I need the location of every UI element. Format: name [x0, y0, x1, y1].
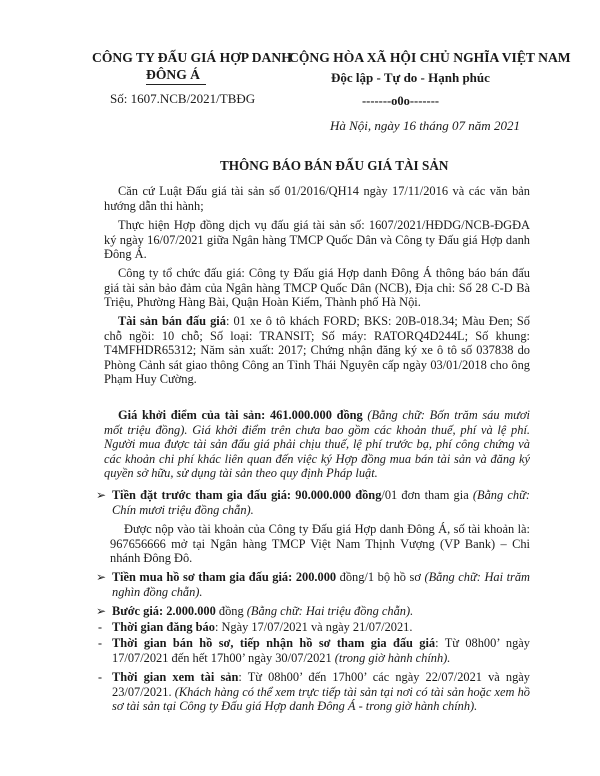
viewing-time-text: : Từ 08h00’ đến 17h00’ các ngày 22/07/2021 và ngày 23/07/2021.: [112, 670, 531, 699]
dossier-time-label: Thời gian bán hồ sơ, tiếp nhận hồ sơ tham gia đấu giá: [112, 636, 436, 650]
account-text: Được nộp vào tài khoản của Công ty Đấu giá Hợp danh Đông Á, số tài khoản là: 967656666 mở tại Ngân hàng TMCP Việt Nam Thịnh Vượng (VP Bank) – Chi nhánh Đông Đô.: [110, 522, 530, 566]
bid-step-label: Bước giá: 2.000.000: [112, 604, 216, 618]
asset-label: Tài sản bán đấu giá: [118, 314, 226, 328]
viewing-time-italic: (Khách hàng có thể xem trực tiếp tài sản tại nơi có tài sản hoặc xem hồ sơ tài sản tại Công ty Đấu giá Hợp danh Đông Á - trong giờ hành chính).: [112, 684, 530, 714]
bid-step-paragraph: [112, 604, 530, 619]
dossier-fee-italic: (Bằng chữ: Hai trăm nghìn đồng chẵn).: [112, 570, 530, 599]
national-title: CỘNG HÒA XÃ HỘI CHỦ NGHĨA VIỆT NAM: [289, 50, 571, 65]
asset-paragraph: [104, 314, 530, 387]
legal-basis-text: Căn cứ Luật Đấu giá tài sản số 01/2016/QH14 ngày 17/11/2016 và các văn bản hướng dẫn thi hành;: [104, 184, 530, 213]
document-title: THÔNG BÁO BÁN ĐẤU GIÁ TÀI SẢN: [220, 158, 449, 173]
starting-price-paragraph: [104, 408, 530, 481]
contract-text: Thực hiện Hợp đồng dịch vụ đấu giá tài sản số: 1607/2021/HĐDG/NCB-ĐGĐA ký ngày 16/07/2021 giữa Ngân hàng TMCP Quốc Dân và Công ty Đấu giá Hợp danh Đông Á.: [104, 218, 530, 262]
place-and-date: Hà Nội, ngày 16 tháng 07 năm 2021: [330, 118, 520, 133]
company-name-line1: CÔNG TY ĐẤU GIÁ HỢP DANH: [92, 50, 292, 65]
dash-bullet: -: [98, 636, 102, 650]
organizer-text: Công ty tổ chức đấu giá: Công ty Đấu giá Hợp danh Đông Á thông báo bán đấu giá tài sản bảo đảm của Ngân hàng TMCP Quốc Dân (NCB), Địa chỉ: Số 28 C-D Bà Triệu, Phường Hàng Bài, Quận Hoàn Kiếm, Thành phố Hà Nội.: [104, 266, 530, 310]
newspaper-label: Thời gian đăng báo: [112, 620, 215, 634]
bid-step-text: đồng: [215, 604, 247, 618]
deposit-italic: (Bằng chữ: Chín mươi triệu đồng chẵn).: [112, 488, 530, 517]
dossier-fee-text: đồng/1 bộ hồ sơ: [336, 570, 425, 584]
dossier-time-paragraph: [112, 636, 530, 665]
company-name-line2: ĐÔNG Á: [146, 67, 200, 82]
deposit-text: /01 đơn tham gia: [381, 488, 473, 502]
organizer-paragraph: [104, 266, 530, 310]
viewing-time-paragraph: [112, 670, 530, 714]
newspaper-text: : Ngày 17/07/2021 và ngày 21/07/2021.: [214, 620, 413, 634]
dash-bullet: -: [98, 620, 102, 634]
asset-text: : 01 xe ô tô khách FORD; BKS: 20B-018.34; Màu Đen; Số chỗ ngồi: 10 chỗ; Số loại: TRANSIT; Số máy: RATORQ4D244L; Số khung: T4MFHDR65312; Năm sản xuất: 2017; Chứng nhận đăng ký xe ô tô số 037838 do Phòng Cảnh sát giao thông Công an Tỉnh Thái Nguyên cấp ngày 03/01/2018 cho ông Phạm Huy Cường.: [104, 314, 530, 387]
dossier-fee-label: Tiền mua hồ sơ tham gia đấu giá: 200.000: [112, 570, 337, 584]
starting-price-text: (Bằng chữ: Bốn trăm sáu mươi mốt triệu đồng). Giá khởi điểm trên chưa bao gồm các khoản thuế, phí và lệ phí. Người mua được tài sản đấu giá phải chịu thuế, lệ phí trước bạ, phí công chứng và các khoản chi phí khác liên quan đến việc ký Hợp đồng mua bán tài sản và đăng ký quyền sở hữu, sử dụng tài sản theo quy định Pháp luật.: [104, 408, 530, 481]
national-motto: Độc lập - Tự do - Hạnh phúc: [331, 70, 490, 85]
contract-paragraph: [104, 218, 530, 262]
legal-basis-paragraph: [104, 184, 530, 213]
newspaper-paragraph: [112, 620, 530, 635]
dossier-time-text: : Từ 08h00’ ngày 17/07/2021 đến hết 17h00’ ngày 30/07/2021: [112, 636, 530, 665]
dossier-time-italic: (trong giờ hành chính).: [334, 650, 451, 665]
arrow-bullet-icon: ➢: [96, 604, 107, 618]
starting-price-label: Giá khởi điểm của tài sản: 461.000.000 đồng: [118, 408, 363, 422]
bid-step-italic: (Bằng chữ: Hai triệu đồng chẵn).: [246, 604, 414, 618]
deposit-paragraph: [112, 488, 530, 517]
deposit-label: Tiền đặt trước tham gia đấu giá: 90.000.000 đồng: [112, 488, 382, 502]
dash-bullet: -: [98, 670, 102, 684]
arrow-bullet-icon: ➢: [96, 570, 107, 584]
dossier-fee-paragraph: [112, 570, 530, 599]
arrow-bullet-icon: ➢: [96, 488, 107, 502]
motto-separator: -------o0o-------: [362, 94, 440, 108]
document-number: Số: 1607.NCB/2021/TBĐG: [110, 91, 256, 106]
company-underline: [146, 84, 206, 85]
viewing-time-label: Thời gian xem tài sản: [112, 670, 239, 684]
account-paragraph: [110, 522, 530, 566]
